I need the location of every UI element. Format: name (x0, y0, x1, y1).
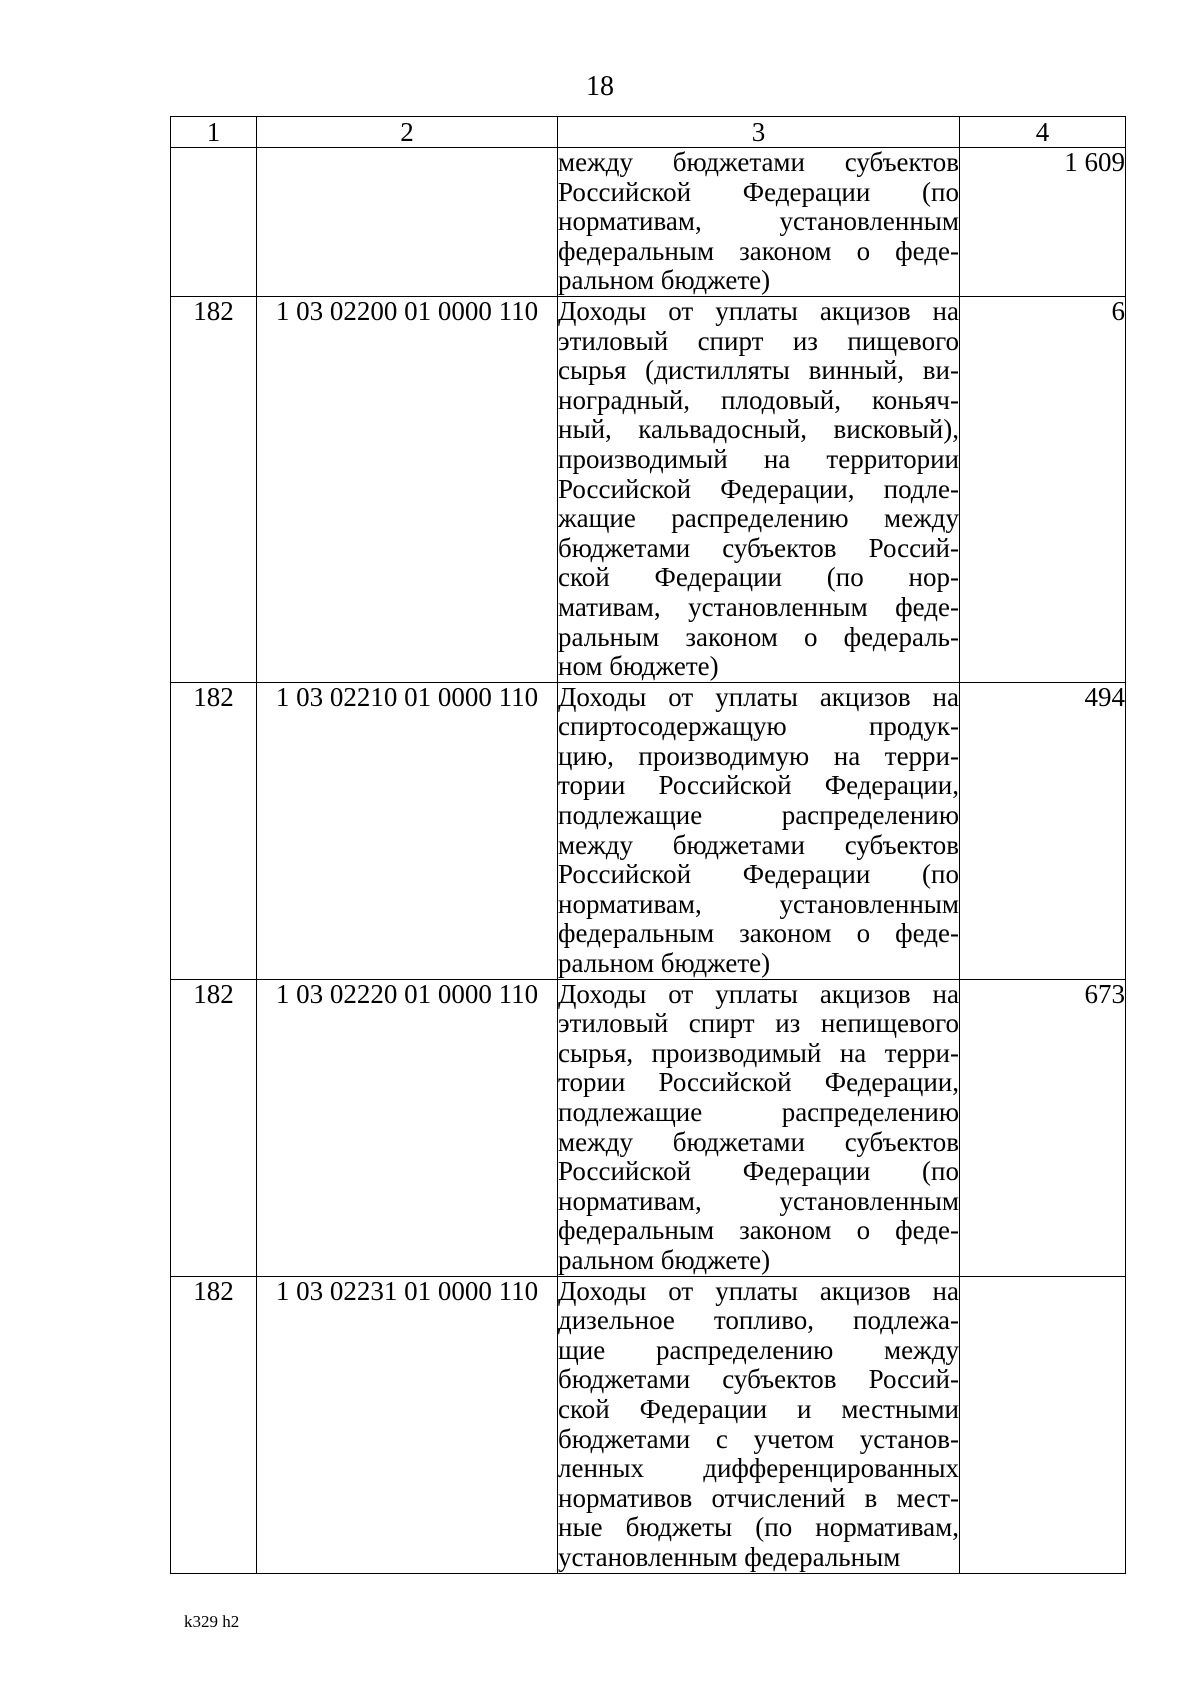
revenue-name-line: сырья, производимый на терри- (558, 1037, 959, 1068)
revenue-name-line: подлежащие распределению (558, 800, 959, 831)
revenue-name-line: федеральным законом о феде- (558, 918, 959, 949)
revenue-name-line: щие распределению между (558, 1334, 959, 1365)
revenue-name-line: нормативов отчислений в мест- (558, 1482, 959, 1513)
revenue-name-line: Российской Федерации (по (558, 859, 959, 890)
amount-cell: 673 (960, 979, 1126, 1276)
revenue-name-line: этиловый спирт из пищевого (558, 325, 959, 356)
revenue-name-line: бюджетами с учетом установ- (558, 1423, 959, 1454)
revenue-code-cell: 1 03 02220 01 0000 110 (257, 979, 558, 1276)
revenue-name-line: производимый на территории (558, 443, 959, 474)
table-row (171, 148, 1126, 297)
revenue-name-line: ный, кальвадосный, висковый), (558, 414, 959, 445)
revenue-name-line: этиловый спирт из непищевого (558, 1008, 959, 1039)
revenue-code-cell: 1 03 02200 01 0000 110 (257, 296, 558, 682)
revenue-name-line: ноградный, плодовый, коньяч- (558, 384, 959, 415)
revenue-code-cell: 1 03 02231 01 0000 110 (257, 1276, 558, 1573)
revenue-name-line: тории Российской Федерации, (558, 1067, 959, 1098)
amount-cell (960, 1276, 1126, 1573)
revenue-name-cell (558, 1276, 960, 1573)
revenue-name-line: ральным законом о федераль- (558, 621, 959, 652)
revenue-name-line: Доходы от уплаты акцизов на (558, 681, 959, 712)
revenue-name-line: федеральным законом о феде- (558, 235, 959, 266)
revenue-name-line: ном бюджете) (558, 651, 719, 682)
revenue-code-cell (257, 148, 558, 297)
header-col-3: 3 (558, 117, 960, 148)
revenue-name-line: сырья (дистилляты винный, ви- (558, 355, 959, 386)
admin-code-cell: 182 (171, 1276, 257, 1573)
revenue-name-line: между бюджетами субъектов (558, 1126, 959, 1157)
admin-code-cell: 182 (171, 682, 257, 979)
revenue-name-line: ской Федерации и местными (558, 1393, 959, 1424)
revenue-name-cell (558, 148, 960, 297)
revenue-name-line: Доходы от уплаты акцизов на (558, 295, 959, 326)
revenue-name-line: Доходы от уплаты акцизов на (558, 1275, 959, 1306)
admin-code-cell: 182 (171, 296, 257, 682)
page-number: 18 (586, 71, 614, 102)
revenue-name-line: спиртосодержащую продук- (558, 711, 959, 742)
header-col-1: 1 (171, 117, 257, 148)
table-row (171, 682, 1126, 979)
table-header-row (171, 117, 1126, 148)
document-code: k329 h2 (184, 1612, 240, 1631)
revenue-name-line: бюджетами субъектов Россий- (558, 1364, 959, 1395)
revenue-name-cell (558, 682, 960, 979)
revenue-name-line: ральном бюджете) (558, 948, 771, 979)
revenue-name-line: между бюджетами субъектов (558, 147, 959, 177)
revenue-name-cell (558, 296, 960, 682)
revenue-name-cell (558, 979, 960, 1276)
revenue-table (170, 116, 1126, 1574)
table-row (171, 1276, 1126, 1573)
table-body (171, 148, 1126, 1574)
revenue-name-line: жащие распределению между (558, 503, 959, 534)
admin-code-cell: 182 (171, 979, 257, 1276)
amount-cell: 1 609 (960, 148, 1126, 297)
revenue-name-line: ральном бюджете) (558, 265, 771, 296)
revenue-name-line: нормативам, установленным (558, 1185, 959, 1216)
admin-code-cell (171, 148, 257, 297)
header-col-4: 4 (960, 117, 1126, 148)
revenue-name-line: Российской Федерации (по (558, 176, 959, 207)
revenue-name-line: установленным федеральным (558, 1541, 901, 1572)
revenue-name-line: нормативам, установленным (558, 206, 959, 237)
revenue-name-line: дизельное топливо, подлежа- (558, 1305, 959, 1336)
revenue-name-line: тории Российской Федерации, (558, 770, 959, 801)
revenue-name-line: нормативам, установленным (558, 888, 959, 919)
revenue-name-line: ные бюджеты (по нормативам, (558, 1512, 959, 1543)
amount-cell: 6 (960, 296, 1126, 682)
table-row (171, 296, 1126, 682)
header-col-2: 2 (257, 117, 558, 148)
revenue-name-line: бюджетами субъектов Россий- (558, 532, 959, 563)
amount-cell: 494 (960, 682, 1126, 979)
table-row (171, 979, 1126, 1276)
revenue-code-cell: 1 03 02210 01 0000 110 (257, 682, 558, 979)
revenue-name-line: ской Федерации (по нор- (558, 562, 959, 593)
revenue-name-line: ленных дифференцированных (558, 1453, 959, 1484)
revenue-name-line: между бюджетами субъектов (558, 829, 959, 860)
revenue-name-line: Российской Федерации (по (558, 1156, 959, 1187)
revenue-name-line: ральном бюджете) (558, 1244, 771, 1275)
revenue-name-line: Российской Федерации, подле- (558, 473, 959, 504)
revenue-name-line: федеральным законом о феде- (558, 1215, 959, 1246)
revenue-name-line: Доходы от уплаты акцизов на (558, 978, 959, 1009)
revenue-name-line: подлежащие распределению (558, 1097, 959, 1127)
revenue-name-line: мативам, установленным феде- (558, 591, 959, 622)
revenue-name-line: цию, производимую на терри- (558, 740, 959, 771)
